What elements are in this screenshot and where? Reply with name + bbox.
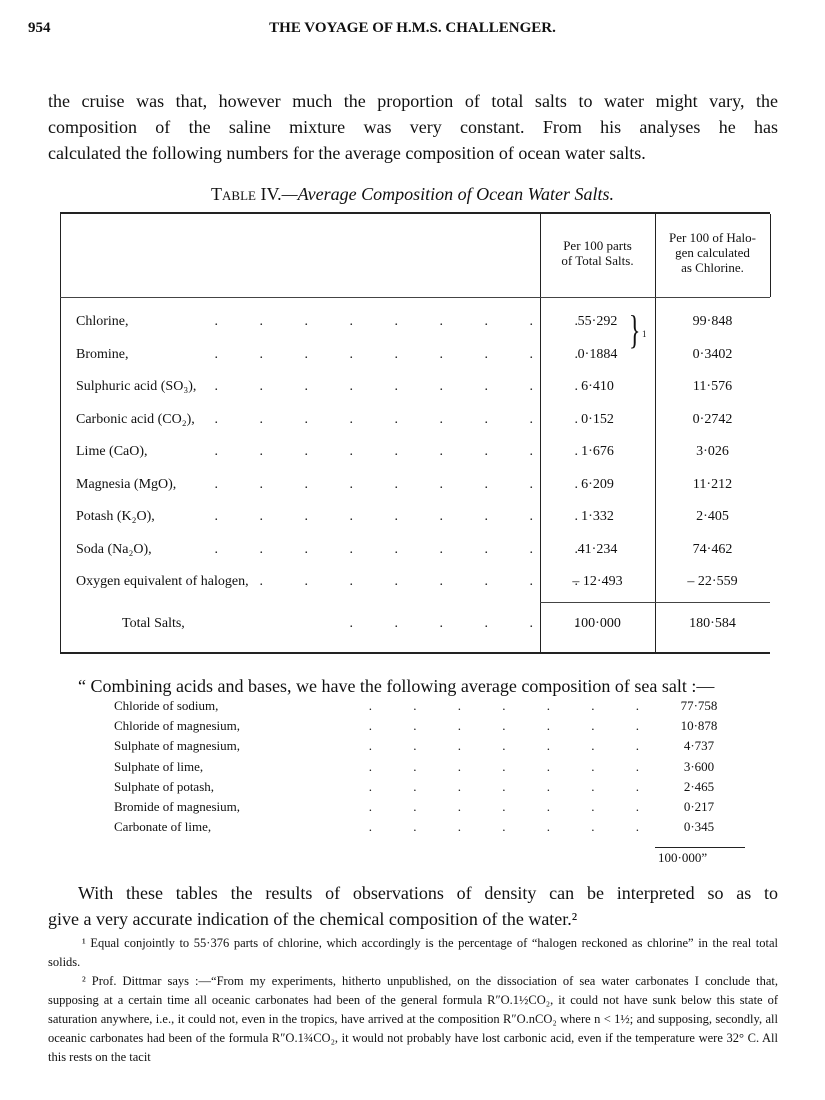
table-total-row	[60, 616, 770, 638]
combining-intro: “ Combining acids and bases, we have the following average composition of sea salt :—	[78, 676, 715, 696]
value-halogen: 2·405	[696, 509, 729, 524]
col-header-halogen	[655, 230, 770, 275]
col-header-total-salts	[540, 238, 655, 268]
dot-leader: . . . . . . .	[368, 758, 639, 774]
row-label: Sulphate of lime,	[114, 758, 204, 774]
table-row	[60, 314, 770, 336]
header-line: Per 100 parts	[563, 238, 632, 253]
table-rule	[540, 602, 770, 603]
table-row	[60, 444, 770, 466]
row-label: Chlorine,	[76, 314, 129, 329]
row-value: 2·465	[683, 778, 715, 794]
table-row	[60, 574, 770, 596]
brace: }	[628, 307, 641, 352]
table-rule	[770, 214, 771, 297]
value-total-salts: 41·234	[577, 541, 618, 557]
row-value: 3·600	[683, 758, 715, 774]
closing-line: give a very accurate indication of the chemical composition of the water.²	[48, 909, 578, 929]
page-number: 954	[28, 20, 51, 36]
value-halogen: 99·848	[692, 314, 733, 329]
value-halogen: 74·462	[692, 541, 733, 557]
value-halogen: 180·584	[689, 616, 736, 631]
dot-leader: . . . . . .	[349, 616, 578, 631]
dot-leader: . . . . . . .	[368, 738, 639, 754]
dot-leader: . . . . . . . . .	[214, 411, 578, 427]
value-total-salts: 0·1884	[577, 346, 618, 362]
table-row	[60, 379, 770, 401]
row-label: Chloride of sodium,	[114, 698, 219, 713]
row-label: Total Salts,	[122, 616, 185, 631]
row-label: Carbonate of lime,	[114, 819, 212, 835]
table-row	[60, 347, 770, 369]
row-label: Carbonic acid (CO₂),	[76, 411, 195, 427]
intro-line: calculated the following numbers for the average composition of ocean water salts.	[48, 143, 646, 163]
value-halogen: 3·026	[696, 444, 729, 459]
table-row	[60, 509, 770, 531]
value-total-salts: 6·410	[581, 379, 614, 394]
dot-leader: . . . . . . . . .	[214, 444, 578, 459]
row-label: Sulphuric acid (SO₃),	[76, 379, 197, 394]
composition-row	[114, 718, 744, 738]
dot-leader: . . . . . . . . .	[214, 509, 578, 524]
dot-leader: . . . . . . .	[368, 778, 639, 794]
composition-row	[114, 759, 744, 779]
row-label: Oxygen equivalent of halogen,	[76, 574, 249, 589]
row-label: Sulphate of magnesium,	[114, 738, 241, 754]
value-halogen: 0·2742	[692, 411, 733, 427]
composition-row	[114, 779, 744, 799]
header-line: Per 100 of Halo-	[668, 230, 756, 245]
row-value: 0·217	[683, 799, 715, 814]
header-line: as Chlorine.	[681, 260, 744, 275]
dot-leader: . . . . . . . . .	[214, 379, 578, 394]
value-total-salts: 6·209	[581, 476, 614, 492]
row-label: Sulphate of potash,	[114, 778, 215, 794]
dot-leader: . . . . . . .	[368, 819, 639, 835]
row-label: Potash (K₂O),	[76, 509, 155, 524]
sum-rule	[655, 847, 745, 848]
running-title: THE VOYAGE OF H.M.S. CHALLENGER.	[269, 20, 556, 36]
value-total-salts: 1·332	[581, 509, 614, 524]
value-halogen: 11·576	[692, 379, 733, 394]
header-line: of Total Salts.	[561, 253, 634, 268]
composition-table	[60, 212, 770, 654]
row-label: Magnesia (MgO),	[76, 476, 177, 492]
value-halogen: 11·212	[692, 476, 733, 492]
footnotes	[48, 934, 778, 1067]
row-label: Chloride of magnesium,	[114, 718, 241, 734]
value-total-salts: 0·152	[581, 411, 614, 427]
composition-row	[114, 738, 744, 758]
row-value: 77·758	[680, 698, 718, 713]
table-row	[60, 542, 770, 564]
table-caption	[0, 184, 825, 205]
intro-line: the cruise was that, however much the proportion of total salts to water might vary, the	[48, 91, 778, 111]
dot-leader: . . . . . . .	[368, 698, 639, 713]
table-rule	[60, 297, 770, 298]
value-halogen: 0·3402	[692, 346, 733, 362]
dot-leader: . . . . . . . . .	[214, 346, 578, 362]
dot-leader: . . . . . . .	[368, 718, 639, 734]
dot-leader: . . . . . . . . .	[214, 541, 578, 557]
value-halogen: – 22·559	[687, 574, 738, 589]
intro-line: composition of the saline mixture was very constant. From his analyses he has	[48, 117, 778, 137]
header-line: gen calculated	[675, 245, 750, 260]
row-label: Soda (Na₂O),	[76, 541, 152, 557]
closing-line: With these tables the results of observations of density can be interpreted so as to	[78, 883, 778, 903]
row-label: Bromide of magnesium,	[114, 799, 241, 814]
footnote-2: ² Prof. Dittmar says :—“From my experiments, hitherto unpublished, on the dissociation of sea water carbonates I conclude that, supposing at a certain time all oceanic carbonates had been of the general formula R″O.1½CO₂, it could not have sunk below this state of saturation anywhere, i.e., it could not, even in the tropics, have arrived at the composition R″O.nCO₂ where n < 1½; and supposing, secondly, all oceanic carbonates had been of the formula R″O.1¾CO₂, it would not probably have lost carbonic acid, even if the temperature were 32° C. All this rests on the tacit	[48, 974, 778, 1064]
dot-leader: . . . . . . .	[368, 799, 639, 814]
value-total-salts: 55·292	[577, 314, 618, 329]
composition-row	[114, 698, 744, 718]
composition-row	[114, 799, 744, 819]
row-label: Bromine,	[76, 346, 129, 362]
combining-total: 100·000”	[658, 850, 708, 865]
composition-row	[114, 819, 744, 839]
row-label: Lime (CaO),	[76, 444, 148, 459]
dot-leader: . . . . . . . . .	[214, 574, 578, 589]
row-value: 4·737	[683, 738, 715, 754]
value-total-salts: 100·000	[574, 616, 621, 631]
row-value: 0·345	[683, 819, 715, 835]
value-total-salts: – 12·493	[572, 574, 623, 589]
dot-leader: . . . . . . . . .	[214, 476, 578, 492]
table-row	[60, 477, 770, 499]
dot-leader: . . . . . . . . .	[214, 314, 578, 329]
caption-title: —Average Composition of Ocean Water Salts.	[281, 184, 614, 204]
row-value: 10·878	[680, 718, 718, 734]
table-row	[60, 412, 770, 434]
footnote-marker: 1	[642, 329, 647, 339]
caption-label: Table IV.	[211, 184, 282, 204]
value-total-salts: 1·676	[581, 444, 614, 459]
footnote-1: ¹ Equal conjointly to 55·376 parts of chlorine, which accordingly is the percentage of “halogen reckoned as chlorine” in the real total solids.	[48, 936, 778, 969]
